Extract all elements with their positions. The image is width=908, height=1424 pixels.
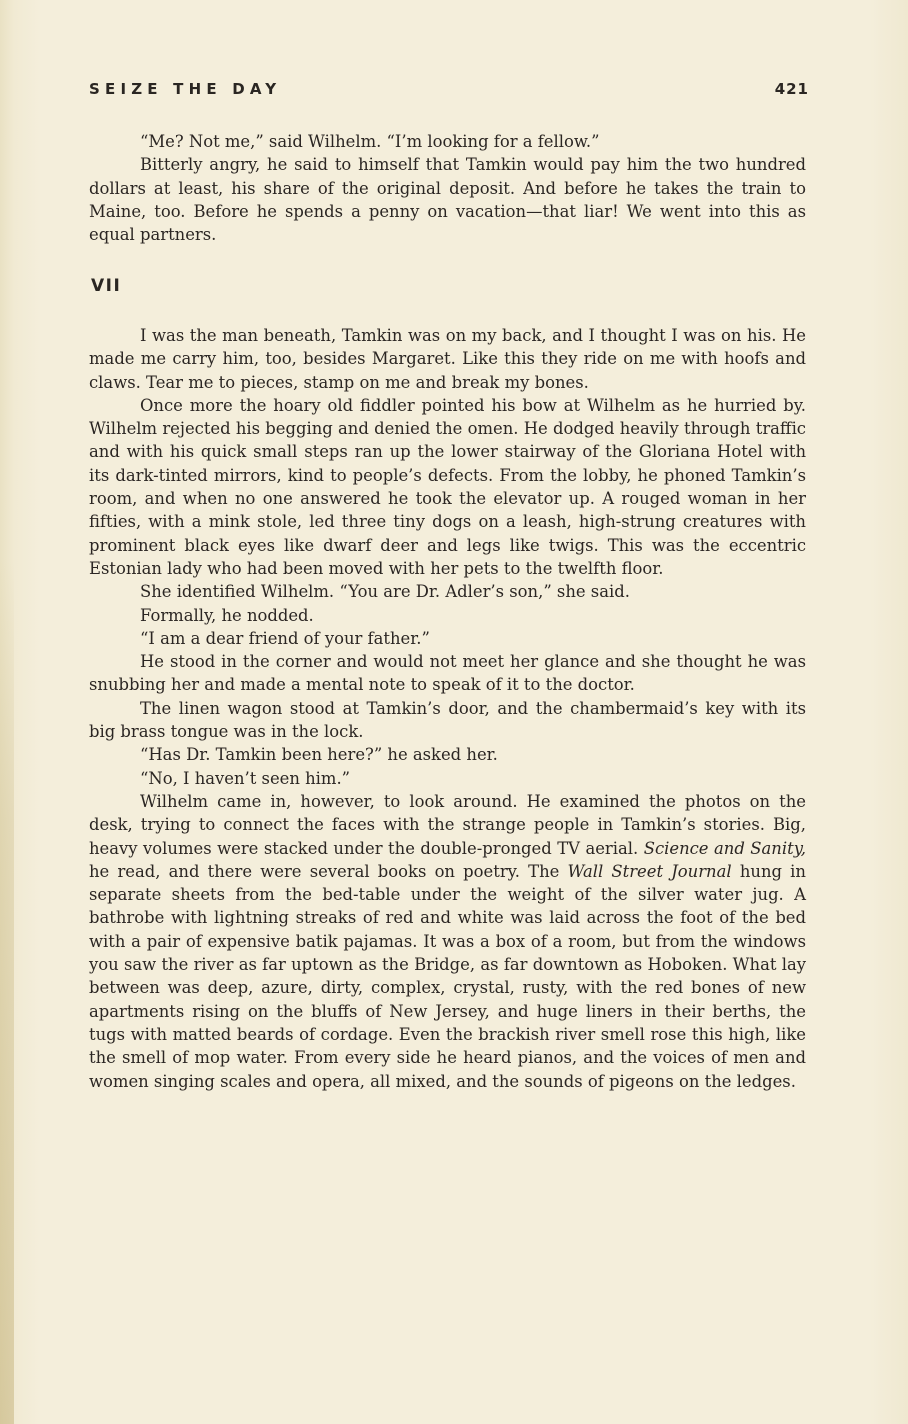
- text-block-before-section: [89, 130, 806, 246]
- running-title: SEIZE THE DAY: [89, 80, 282, 98]
- text-run: he read, and there were several books on poetry. The: [89, 861, 568, 881]
- paragraph: She identified Wilhelm. “You are Dr. Adler’s son,” she said.: [140, 582, 630, 602]
- paragraph: Bitterly angry, he said to himself that Tamkin would pay him the two hundred dollars at least, his share of the original deposit. And before he takes the train to Maine, too. Before he spends a penny on vacation—that liar! We went into this as equal partners.: [89, 155, 806, 245]
- paragraph: “Me? Not me,” said Wilhelm. “I’m looking for a fellow.”: [140, 132, 600, 151]
- running-header: [89, 80, 809, 104]
- paragraph: He stood in the corner and would not meet her glance and she thought he was snubbing her and made a mental note to speak of it to the doctor.: [89, 652, 806, 695]
- section-heading: VII: [91, 276, 122, 296]
- paragraph: Formally, he nodded.: [140, 605, 314, 625]
- paragraph: “No, I haven’t seen him.”: [140, 768, 351, 788]
- text-run: hung in separate sheets from the bed-table under the weight of the silver water jug. A bathrobe with lightning streaks of red and white was laid across the foot of the bed with a pair of expensive batik pajamas. It was a box of a room, but from the windows you saw the river as far uptown as the Bridge, as far downtown as Hoboken. What lay between was deep, azure, dirty, complex, crystal, rusty, with the red bones of new apartments rising on the bluffs of New Jersey, and huge liners in their berths, the tugs with matted beards of cordage. Even the brackish river smell rose this high, like the smell of mop water. From every side he heard pianos, and the voices of men and women singing scales and opera, all mixed, and the sounds of pigeons on the ledges.: [89, 861, 806, 1091]
- text-run: Wilhelm came in, however, to look around. He examined the photos on the desk, trying to connect the faces with the strange people in Tamkin’s stories. Big, heavy volumes were stacked under the double-pronged TV aerial.: [89, 791, 806, 858]
- newspaper-title: Wall Street Journal: [567, 861, 732, 881]
- page-spine-shadow: [0, 560, 14, 1424]
- page-number: 421: [774, 80, 809, 98]
- paragraph: “Has Dr. Tamkin been here?” he asked her.: [140, 745, 498, 765]
- book-title: Science and Sanity,: [643, 838, 806, 858]
- paragraph: The linen wagon stood at Tamkin’s door, and the chambermaid’s key with its big brass tongue was in the lock.: [89, 698, 806, 742]
- paragraph: Once more the hoary old fiddler pointed his bow at Wilhelm as he hurried by. Wilhelm rejected his begging and denied the omen. He dodged heavily through traffic and with his quick small steps ran up the lower stairway of the Gloriana Hotel with its dark-tinted mirrors, kind to people’s defects. From the lobby, he phoned Tamkin’s room, and when no one answered he took the elevator up. A rouged woman in her fifties, with a mink stole, led three tiny dogs on a leash, high-strung creatures with prominent black eyes like dwarf deer and legs like twigs. This was the eccentric Estonian lady who had been moved with her pets to the twelfth floor.: [89, 395, 806, 578]
- text-block-section-vii: [89, 324, 806, 1093]
- paragraph: “I am a dear friend of your father.”: [140, 628, 430, 648]
- paragraph: I was the man beneath, Tamkin was on my back, and I thought I was on his. He made me carry him, too, besides Margaret. Like this they ride on me with hoofs and claws. Tear me to pieces, stamp on me and break my bones.: [89, 326, 806, 392]
- paragraph-last: [89, 790, 806, 1093]
